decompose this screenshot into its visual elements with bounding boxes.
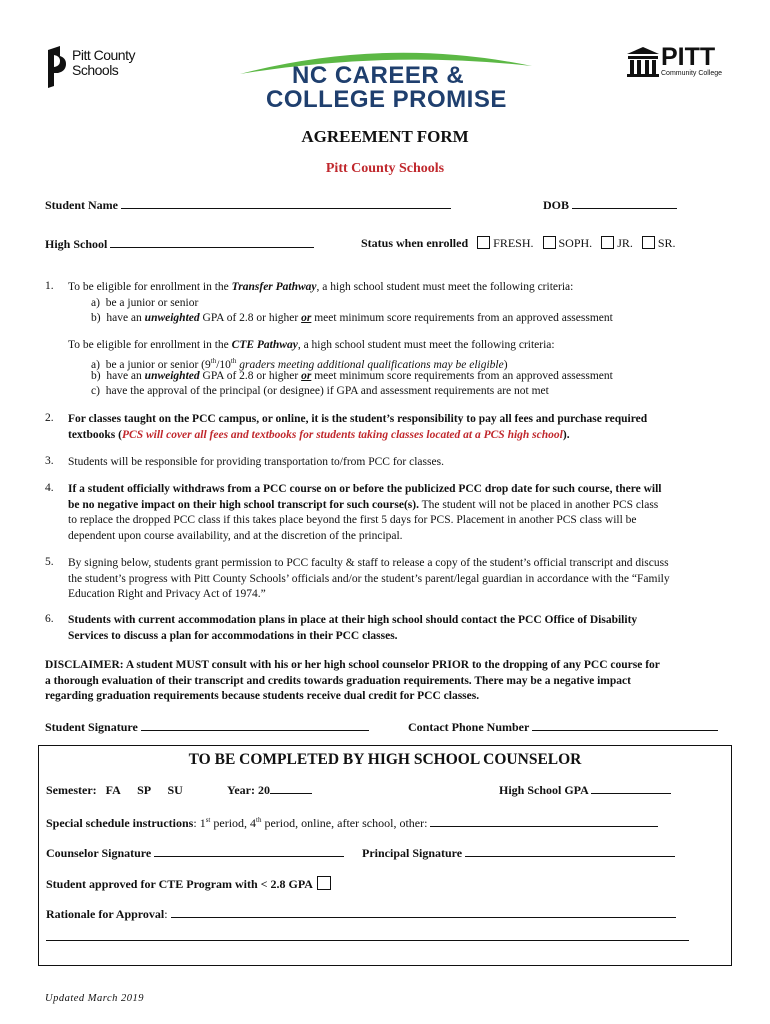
item-1-cte-a: a) be a junior or senior (9th/10th graders meeting additional qualifications may be eligible): [91, 357, 508, 371]
student-signature-field[interactable]: [45, 720, 369, 735]
counselor-signature-field[interactable]: Counselor Signature: [46, 846, 344, 861]
status-jr[interactable]: JR.: [601, 236, 633, 250]
item-3-transport: Students will be responsible for providing transportation to/from PCC for classes.: [68, 456, 444, 468]
checkbox-icon[interactable]: [543, 236, 556, 249]
item-1-transfer: To be eligible for enrollment in the Transfer Pathway, a high school student must meet the following criteria:: [68, 281, 574, 293]
high-school-label: High School: [45, 237, 108, 251]
cte-approved-field[interactable]: Student approved for CTE Program with < 2.8 GPA: [46, 876, 334, 892]
counselor-title: TO BE COMPLETED BY HIGH SCHOOL COUNSELOR: [188, 751, 582, 768]
student-name-label: Student Name: [45, 198, 119, 212]
student-signature-label: Student Signature: [45, 720, 138, 734]
nc-logo-line2: COLLEGE PROMISE: [266, 86, 507, 113]
item-number: 2.: [45, 412, 54, 424]
high-school-field[interactable]: [45, 237, 314, 252]
item-4-withdraw: If a student officially withdraws from a PCC course on or before the publicized PCC drop date for such course, there will be no negative impact on their high school transcript for such course(s). The student will not be placed in another PCS class to replace the dropped PCC class if this takes place beyond the first 5 days for PCS. Placement in another PCS class will be dependent upon course availability, and at the discretion of the principal.: [68, 483, 662, 542]
dob-label: DOB: [543, 198, 570, 212]
disclaimer: DISCLAIMER: A student MUST consult with his or her high school counselor PRIOR to the dropping of any PCC course for a thorough evaluation of their transcript and credits towards graduation requirements. There may be a negative impact regarding graduation requirements because students receive dual credit for PCC classes.: [45, 659, 660, 702]
status-fresh[interactable]: FRESH.: [477, 236, 533, 250]
form-title: AGREEMENT FORM: [301, 127, 469, 146]
checkbox-icon[interactable]: [477, 236, 490, 249]
pitt-community-college-logo: [626, 43, 726, 80]
item-number: 4.: [45, 482, 54, 494]
item-number: 6.: [45, 613, 54, 625]
student-name-field[interactable]: [45, 198, 451, 213]
pitt-cc-small: Community College: [661, 70, 723, 77]
item-6-accommodation: Students with current accommodation plans in place at their high school should contact the PCC Office of Disability Services to discuss a plan for accommodations in their PCC classes.: [68, 614, 638, 642]
hs-gpa-field[interactable]: High School GPA: [499, 783, 671, 798]
item-1-transfer-a: a) be a junior or senior: [91, 297, 199, 309]
item-1-cte-c: c) have the approval of the principal (or designee) if GPA and assessment requirements are not met: [91, 385, 549, 397]
item-number: 5.: [45, 556, 54, 568]
pcs-p-icon: [46, 46, 68, 88]
status-sr[interactable]: SR.: [642, 236, 676, 250]
special-schedule-field[interactable]: Special schedule instructions: 1st period, 4th period, online, after school, other:: [46, 816, 658, 831]
pitt-cc-big: PITT: [661, 43, 716, 71]
dob-field[interactable]: [543, 198, 677, 213]
item-2-fees: For classes taught on the PCC campus, or online, it is the student’s responsibility to pay all fees and purchase required textbooks (PCS will cover all fees and textbooks for students taking classes located at a PCS high school).: [68, 413, 648, 441]
item-1-transfer-b: b) have an unweighted GPA of 2.8 or higher or meet minimum score requirements from an approved assessment: [91, 312, 613, 324]
status-soph[interactable]: SOPH.: [543, 236, 593, 250]
item-1-cte: To be eligible for enrollment in the CTE Pathway, a high school student must meet the following criteria:: [68, 339, 555, 351]
nc-logo-line1: NC CAREER &: [292, 62, 465, 89]
pitt-cc-building-icon: [626, 46, 660, 78]
contact-phone-label: Contact Phone Number: [408, 720, 530, 734]
pcs-logo-line1: Pitt County: [72, 47, 135, 63]
checkbox-icon[interactable]: [642, 236, 655, 249]
checkbox-icon[interactable]: [317, 876, 331, 890]
principal-signature-field[interactable]: Principal Signature: [362, 846, 675, 861]
rationale-line-2[interactable]: [46, 940, 689, 941]
item-number: 1.: [45, 280, 54, 292]
checkbox-icon[interactable]: [601, 236, 614, 249]
contact-phone-field[interactable]: [408, 720, 718, 735]
pitt-county-schools-logo: [46, 46, 136, 90]
semester-su[interactable]: SU: [167, 783, 183, 797]
semester-sp[interactable]: SP: [137, 783, 151, 797]
item-5-permission: By signing below, students grant permission to PCC faculty & staff to release a copy of the student’s official transcript and discuss the student’s progress with Pitt County Schools’ officials and/or the student’s parent/legal guardian in accordance with the “Family Education Right and Privacy Act of 1974.”: [68, 557, 670, 600]
status-field: [361, 236, 676, 251]
item-1-cte-b: b) have an unweighted GPA of 2.8 or higher or meet minimum score requirements from an approved assessment: [91, 370, 613, 382]
item-number: 3.: [45, 455, 54, 467]
semester-field: Semester: FA SP SU: [46, 783, 183, 797]
semester-fa[interactable]: FA: [105, 783, 121, 797]
rationale-field[interactable]: Rationale for Approval:: [46, 907, 676, 922]
form-subtitle: Pitt County Schools: [325, 161, 445, 176]
status-label: Status when enrolled: [361, 236, 469, 250]
pcs-logo-line2: Schools: [72, 62, 119, 78]
year-field[interactable]: Year: 20: [227, 783, 312, 798]
counselor-section: [38, 745, 732, 966]
updated-date: Updated March 2019: [45, 993, 145, 1004]
nc-career-college-promise-logo: [236, 46, 536, 114]
